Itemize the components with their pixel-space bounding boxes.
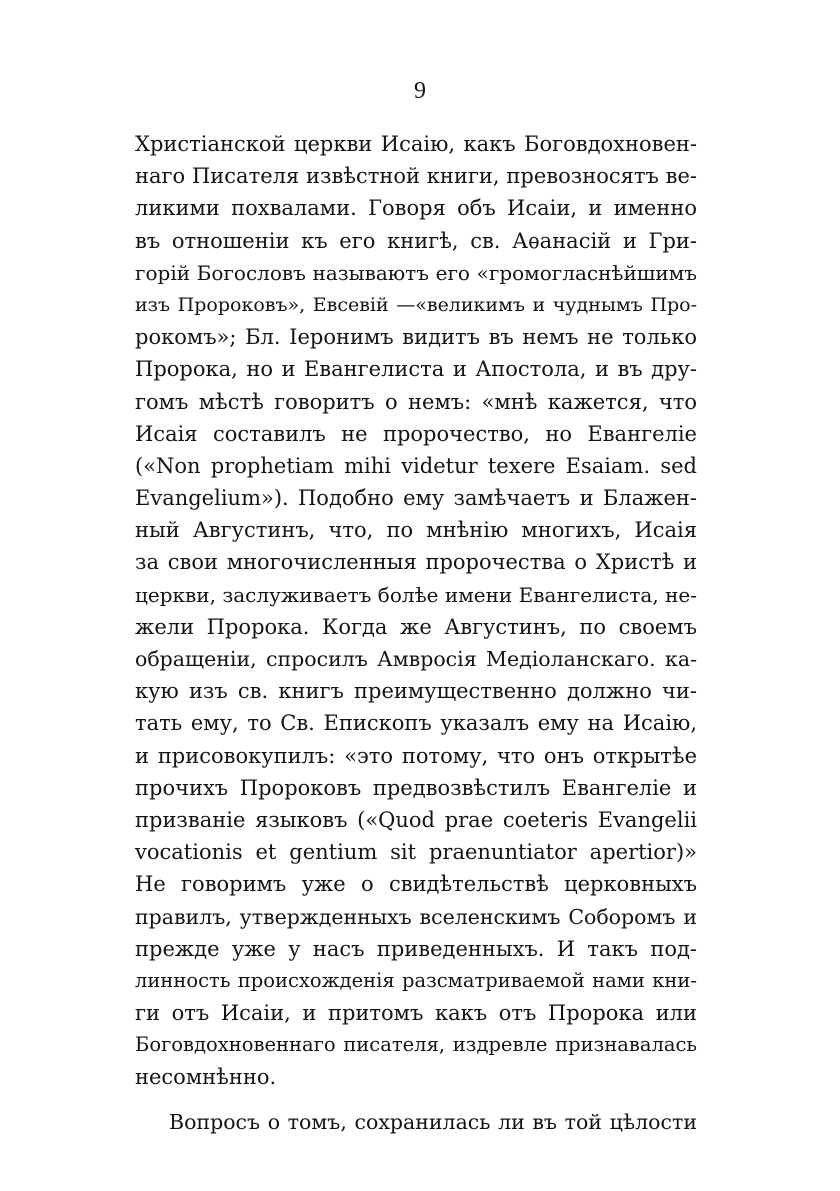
text-line: Исаія составилъ не пророчество, но Евангеліе [135, 421, 697, 446]
text-line: правилъ, утвержденныхъ вселенскимъ Соборомъ и [135, 904, 697, 929]
text-line: ги отъ Исаіи, и притомъ какъ отъ Пророка или [135, 1001, 697, 1026]
text-line: горій Богословъ называютъ его «громогласнѣйшимъ [135, 260, 697, 285]
text-line: линность происхожденія разсматриваемой нами кни- [135, 968, 697, 992]
text-line: Evangelium»). Подобно ему замѣчаетъ и Блажен- [135, 486, 697, 511]
text-line: тать ему, то Св. Епископъ указалъ ему на Исаію, [135, 711, 697, 736]
text-line: ликими похвалами. Говоря объ Исаіи, и именно [135, 196, 697, 221]
text-line: жели Пророка. Когда же Августинъ, по своемъ [135, 614, 697, 639]
text-line: Вопросъ о томъ, сохранилась ли въ той цѣлости [169, 1109, 697, 1134]
text-line: обращеніи, спросилъ Амвросія Медіоланскаго. ка- [135, 647, 697, 671]
text-line: и присовокупилъ: «это потому, что онъ открытѣе [135, 743, 697, 768]
text-line: Боговдохновеннаго писателя, издревле признавалась [135, 1033, 697, 1057]
paragraph-gap [135, 1094, 697, 1106]
text-line: за свои многочисленныя пророчества о Христѣ и [135, 550, 697, 575]
text-line: изъ Пророковъ», Евсевій —«великимъ и чуднымъ Про- [135, 293, 697, 316]
text-line: несомнѣнно. [135, 1065, 277, 1090]
text-line: гомъ мѣстѣ говоритъ о немъ: «мнѣ кажется, что [135, 389, 697, 414]
text-line: наго Писателя извѣстной книги, превозносятъ ве- [135, 164, 697, 189]
body-text [135, 128, 697, 1138]
text-line: кую изъ св. книгъ преимущественно должно чи- [135, 679, 697, 704]
text-line: призваніе языковъ («Quod prae coeteris Evangelii [135, 807, 697, 832]
text-line: Не говоримъ уже о свидѣтельствѣ церковныхъ [135, 872, 697, 897]
paragraph [135, 1106, 697, 1138]
text-line: Христіанской церкви Исаію, какъ Боговдохновен- [135, 132, 697, 156]
text-line: vocationis et gentium sit praenuntiator apertior)» [135, 840, 697, 865]
text-line: въ отношеніи къ его книгѣ, св. Аѳанасій и Гри- [135, 228, 697, 253]
page-number: 9 [414, 78, 426, 104]
text-line: прочихъ Пророковъ предвозвѣстилъ Евангеліе и [135, 775, 697, 800]
text-line: Пророка, но и Евангелиста и Апостола, и въ дру- [135, 357, 697, 382]
text-line: прежде уже у насъ приведенныхъ. И такъ под- [135, 936, 697, 961]
text-line: («Non prophetiam mihi videtur texere Esaiam. sed [135, 453, 697, 478]
paragraph [135, 128, 697, 1094]
text-line: рокомъ»; Бл. Іеронимъ видитъ въ немъ не только [135, 325, 697, 350]
text-line: ный Августинъ, что, по мнѣнію многихъ, Исаія [135, 518, 697, 543]
text-line: церкви, заслуживаетъ болѣе имени Евангелиста, не- [135, 582, 697, 607]
